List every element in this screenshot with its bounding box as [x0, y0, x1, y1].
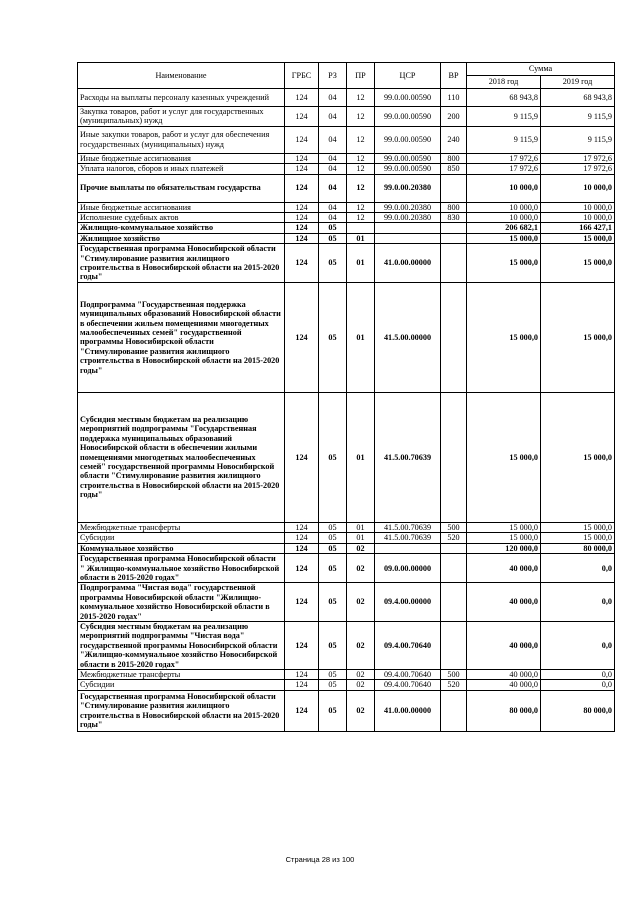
cell-sum-2019: 0,0 — [541, 621, 615, 669]
cell-sum-2018: 40 000,0 — [467, 680, 541, 690]
cell-sum-2018: 9 115,9 — [467, 126, 541, 153]
cell-csr — [375, 233, 441, 243]
cell-vr: 800 — [441, 153, 467, 163]
cell-vr — [441, 554, 467, 583]
cell-vr — [441, 223, 467, 233]
cell-rz: 05 — [319, 669, 347, 679]
cell-csr: 09.0.00.00000 — [375, 554, 441, 583]
header-year-2018: 2018 год — [467, 76, 541, 89]
cell-name: Государственная программа Новосибирской области "Стимулирование развития жилищного строительства в Новосибирской области на 2015-2020 годы" — [78, 244, 285, 283]
table-row — [78, 680, 615, 690]
header-year-2019: 2019 год — [541, 76, 615, 89]
cell-name: Субсидия местным бюджетам на реализацию мероприятий подпрограммы "Чистая вода" государственной программы Новосибирской области "Жилищно-коммунальное хозяйство Новосибирской области в 2015-2020 годах" — [78, 621, 285, 669]
table-row — [78, 543, 615, 553]
cell-name: Исполнение судебных актов — [78, 213, 285, 223]
cell-sum-2018: 15 000,0 — [467, 282, 541, 392]
cell-grbs: 124 — [285, 223, 319, 233]
cell-pr: 02 — [347, 583, 375, 622]
cell-pr: 01 — [347, 282, 375, 392]
cell-sum-2019: 0,0 — [541, 554, 615, 583]
cell-rz: 05 — [319, 554, 347, 583]
cell-sum-2018: 15 000,0 — [467, 244, 541, 283]
cell-vr — [441, 543, 467, 553]
cell-sum-2018: 40 000,0 — [467, 583, 541, 622]
cell-csr: 41.5.00.70639 — [375, 522, 441, 532]
header-vr: ВР — [441, 63, 467, 89]
cell-name: Жилищное хозяйство — [78, 233, 285, 243]
cell-sum-2018: 15 000,0 — [467, 233, 541, 243]
cell-rz: 05 — [319, 621, 347, 669]
cell-grbs: 124 — [285, 669, 319, 679]
cell-pr: 12 — [347, 174, 375, 202]
table-row — [78, 244, 615, 283]
cell-pr: 12 — [347, 89, 375, 107]
cell-sum-2019: 166 427,1 — [541, 223, 615, 233]
table-row — [78, 282, 615, 392]
cell-rz: 04 — [319, 126, 347, 153]
cell-sum-2018: 68 943,8 — [467, 89, 541, 107]
cell-rz: 05 — [319, 282, 347, 392]
cell-csr: 09.4.00.00000 — [375, 583, 441, 622]
budget-table — [77, 62, 615, 732]
cell-sum-2019: 10 000,0 — [541, 174, 615, 202]
cell-name: Межбюджетные трансферты — [78, 669, 285, 679]
cell-name: Подпрограмма "Чистая вода" государственной программы Новосибирской области "Жилищно-коммунальное хозяйство Новосибирской области в 2015-2020 годах" — [78, 583, 285, 622]
cell-csr: 09.4.00.70640 — [375, 680, 441, 690]
cell-name: Иные закупки товаров, работ и услуг для обеспечения государственных (муниципальных) нужд — [78, 126, 285, 153]
cell-pr: 12 — [347, 126, 375, 153]
cell-sum-2019: 10 000,0 — [541, 202, 615, 212]
table-row — [78, 392, 615, 522]
cell-vr — [441, 690, 467, 731]
cell-pr: 01 — [347, 533, 375, 543]
cell-sum-2019: 17 972,6 — [541, 164, 615, 174]
cell-grbs: 124 — [285, 174, 319, 202]
cell-pr: 01 — [347, 233, 375, 243]
cell-sum-2018: 15 000,0 — [467, 533, 541, 543]
cell-grbs: 124 — [285, 126, 319, 153]
cell-sum-2019: 15 000,0 — [541, 522, 615, 532]
cell-csr: 99.0.00.00590 — [375, 153, 441, 163]
header-csr: ЦСР — [375, 63, 441, 89]
header-name: Наименование — [78, 63, 285, 89]
cell-rz: 04 — [319, 89, 347, 107]
table-row — [78, 107, 615, 127]
cell-pr: 02 — [347, 621, 375, 669]
cell-grbs: 124 — [285, 690, 319, 731]
cell-rz: 05 — [319, 233, 347, 243]
cell-grbs: 124 — [285, 583, 319, 622]
cell-pr — [347, 223, 375, 233]
table-row — [78, 669, 615, 679]
cell-sum-2018: 120 000,0 — [467, 543, 541, 553]
cell-vr: 830 — [441, 213, 467, 223]
cell-grbs: 124 — [285, 533, 319, 543]
cell-csr: 09.4.00.70640 — [375, 621, 441, 669]
cell-vr: 520 — [441, 533, 467, 543]
table-row — [78, 202, 615, 212]
cell-vr — [441, 621, 467, 669]
cell-csr: 99.0.00.20380 — [375, 174, 441, 202]
cell-sum-2019: 9 115,9 — [541, 107, 615, 127]
cell-pr: 12 — [347, 164, 375, 174]
cell-csr: 99.0.00.00590 — [375, 126, 441, 153]
cell-grbs: 124 — [285, 213, 319, 223]
cell-pr: 02 — [347, 690, 375, 731]
cell-name: Уплата налогов, сборов и иных платежей — [78, 164, 285, 174]
cell-sum-2019: 15 000,0 — [541, 244, 615, 283]
cell-pr: 02 — [347, 543, 375, 553]
cell-rz: 05 — [319, 680, 347, 690]
cell-vr: 800 — [441, 202, 467, 212]
cell-vr: 520 — [441, 680, 467, 690]
cell-pr: 02 — [347, 554, 375, 583]
cell-grbs: 124 — [285, 522, 319, 532]
cell-csr: 41.5.00.00000 — [375, 282, 441, 392]
cell-sum-2019: 10 000,0 — [541, 213, 615, 223]
cell-grbs: 124 — [285, 244, 319, 283]
cell-sum-2018: 80 000,0 — [467, 690, 541, 731]
cell-sum-2018: 10 000,0 — [467, 202, 541, 212]
cell-sum-2019: 80 000,0 — [541, 690, 615, 731]
cell-pr: 02 — [347, 680, 375, 690]
cell-grbs: 124 — [285, 233, 319, 243]
cell-name: Расходы на выплаты персоналу казенных учреждений — [78, 89, 285, 107]
cell-csr: 99.0.00.00590 — [375, 89, 441, 107]
cell-csr: 41.0.00.00000 — [375, 690, 441, 731]
table-row — [78, 583, 615, 622]
cell-sum-2019: 0,0 — [541, 669, 615, 679]
cell-csr: 99.0.00.20380 — [375, 213, 441, 223]
table-row — [78, 126, 615, 153]
cell-csr: 99.0.00.00590 — [375, 164, 441, 174]
cell-pr: 12 — [347, 213, 375, 223]
cell-rz: 04 — [319, 164, 347, 174]
table-row — [78, 533, 615, 543]
cell-vr — [441, 282, 467, 392]
cell-vr — [441, 174, 467, 202]
cell-pr: 12 — [347, 107, 375, 127]
cell-sum-2018: 40 000,0 — [467, 669, 541, 679]
cell-rz: 04 — [319, 213, 347, 223]
cell-grbs: 124 — [285, 164, 319, 174]
cell-rz: 05 — [319, 244, 347, 283]
cell-csr — [375, 543, 441, 553]
cell-sum-2019: 15 000,0 — [541, 392, 615, 522]
cell-pr: 02 — [347, 669, 375, 679]
cell-rz: 05 — [319, 522, 347, 532]
cell-name: Межбюджетные трансферты — [78, 522, 285, 532]
cell-rz: 05 — [319, 533, 347, 543]
cell-sum-2018: 40 000,0 — [467, 621, 541, 669]
cell-csr: 41.5.00.70639 — [375, 533, 441, 543]
cell-csr: 41.0.00.00000 — [375, 244, 441, 283]
cell-name: Государственная программа Новосибирской области "Стимулирование развития жилищного строительства в Новосибирской области на 2015-2020 годы" — [78, 690, 285, 731]
cell-csr — [375, 223, 441, 233]
cell-name: Прочие выплаты по обязательствам государства — [78, 174, 285, 202]
table-row — [78, 89, 615, 107]
cell-grbs: 124 — [285, 392, 319, 522]
cell-vr: 850 — [441, 164, 467, 174]
cell-pr: 01 — [347, 522, 375, 532]
table-row — [78, 522, 615, 532]
cell-name: Жилищно-коммунальное хозяйство — [78, 223, 285, 233]
cell-pr: 12 — [347, 153, 375, 163]
cell-rz: 05 — [319, 583, 347, 622]
cell-vr — [441, 244, 467, 283]
cell-sum-2019: 0,0 — [541, 583, 615, 622]
cell-sum-2018: 40 000,0 — [467, 554, 541, 583]
table-row — [78, 174, 615, 202]
cell-name: Субсидии — [78, 680, 285, 690]
cell-rz: 04 — [319, 174, 347, 202]
cell-grbs: 124 — [285, 202, 319, 212]
cell-sum-2018: 15 000,0 — [467, 522, 541, 532]
cell-rz: 05 — [319, 223, 347, 233]
table-row — [78, 164, 615, 174]
cell-grbs: 124 — [285, 89, 319, 107]
cell-vr: 500 — [441, 669, 467, 679]
cell-sum-2019: 9 115,9 — [541, 126, 615, 153]
table-row — [78, 233, 615, 243]
cell-sum-2019: 15 000,0 — [541, 533, 615, 543]
table-row — [78, 223, 615, 233]
cell-grbs: 124 — [285, 680, 319, 690]
cell-grbs: 124 — [285, 153, 319, 163]
cell-sum-2019: 80 000,0 — [541, 543, 615, 553]
cell-sum-2018: 17 972,6 — [467, 153, 541, 163]
cell-grbs: 124 — [285, 554, 319, 583]
cell-pr: 01 — [347, 392, 375, 522]
cell-name: Субсидия местным бюджетам на реализацию мероприятий подпрограммы "Государственная поддержка муниципальных образований Новосибирской области в обеспечении жилыми помещениями многодетных малообеспеченных семей" государственной программы Новосибирской области "Стимулирование развития жилищного строительства в Новосибирской области на 2015-2020 годы" — [78, 392, 285, 522]
cell-rz: 05 — [319, 690, 347, 731]
header-rz: РЗ — [319, 63, 347, 89]
cell-csr: 09.4.00.70640 — [375, 669, 441, 679]
cell-rz: 05 — [319, 543, 347, 553]
cell-vr — [441, 392, 467, 522]
cell-vr: 110 — [441, 89, 467, 107]
cell-rz: 04 — [319, 107, 347, 127]
cell-grbs: 124 — [285, 282, 319, 392]
cell-rz: 04 — [319, 153, 347, 163]
cell-sum-2018: 9 115,9 — [467, 107, 541, 127]
cell-name: Иные бюджетные ассигнования — [78, 202, 285, 212]
cell-csr: 99.0.00.00590 — [375, 107, 441, 127]
table-row — [78, 153, 615, 163]
cell-vr: 200 — [441, 107, 467, 127]
cell-rz: 05 — [319, 392, 347, 522]
cell-name: Субсидии — [78, 533, 285, 543]
cell-vr — [441, 583, 467, 622]
cell-sum-2019: 17 972,6 — [541, 153, 615, 163]
cell-name: Закупка товаров, работ и услуг для государственных (муниципальных) нужд — [78, 107, 285, 127]
cell-sum-2018: 15 000,0 — [467, 392, 541, 522]
cell-name: Коммунальное хозяйство — [78, 543, 285, 553]
cell-sum-2018: 206 682,1 — [467, 223, 541, 233]
cell-pr: 12 — [347, 202, 375, 212]
cell-name: Подпрограмма "Государственная поддержка муниципальных образований Новосибирской области в обеспечении жильем помещениями многодетных малообеспеченных семей" государственной программы Новосибирской области "Стимулирование развития жилищного строительства в Новосибирской области на 2015-2020 годы" — [78, 282, 285, 392]
cell-sum-2018: 10 000,0 — [467, 174, 541, 202]
cell-vr — [441, 233, 467, 243]
header-sum: Сумма — [467, 63, 615, 76]
cell-pr: 01 — [347, 244, 375, 283]
cell-grbs: 124 — [285, 621, 319, 669]
cell-sum-2018: 10 000,0 — [467, 213, 541, 223]
cell-csr: 99.0.00.20380 — [375, 202, 441, 212]
cell-vr: 500 — [441, 522, 467, 532]
cell-sum-2019: 15 000,0 — [541, 233, 615, 243]
cell-sum-2018: 17 972,6 — [467, 164, 541, 174]
cell-sum-2019: 0,0 — [541, 680, 615, 690]
cell-rz: 04 — [319, 202, 347, 212]
table-row — [78, 554, 615, 583]
table-row — [78, 621, 615, 669]
cell-grbs: 124 — [285, 107, 319, 127]
cell-csr: 41.5.00.70639 — [375, 392, 441, 522]
table-body — [78, 89, 615, 732]
cell-sum-2019: 68 943,8 — [541, 89, 615, 107]
cell-vr: 240 — [441, 126, 467, 153]
table-row — [78, 213, 615, 223]
table-row — [78, 690, 615, 731]
cell-name: Иные бюджетные ассигнования — [78, 153, 285, 163]
cell-grbs: 124 — [285, 543, 319, 553]
header-pr: ПР — [347, 63, 375, 89]
header-grbs: ГРБС — [285, 63, 319, 89]
cell-name: Государственная программа Новосибирской области " Жилищно-коммунальное хозяйство Новосибирской области в 2015-2020 годах" — [78, 554, 285, 583]
page-number: Страница 28 из 100 — [285, 855, 355, 864]
cell-sum-2019: 15 000,0 — [541, 282, 615, 392]
